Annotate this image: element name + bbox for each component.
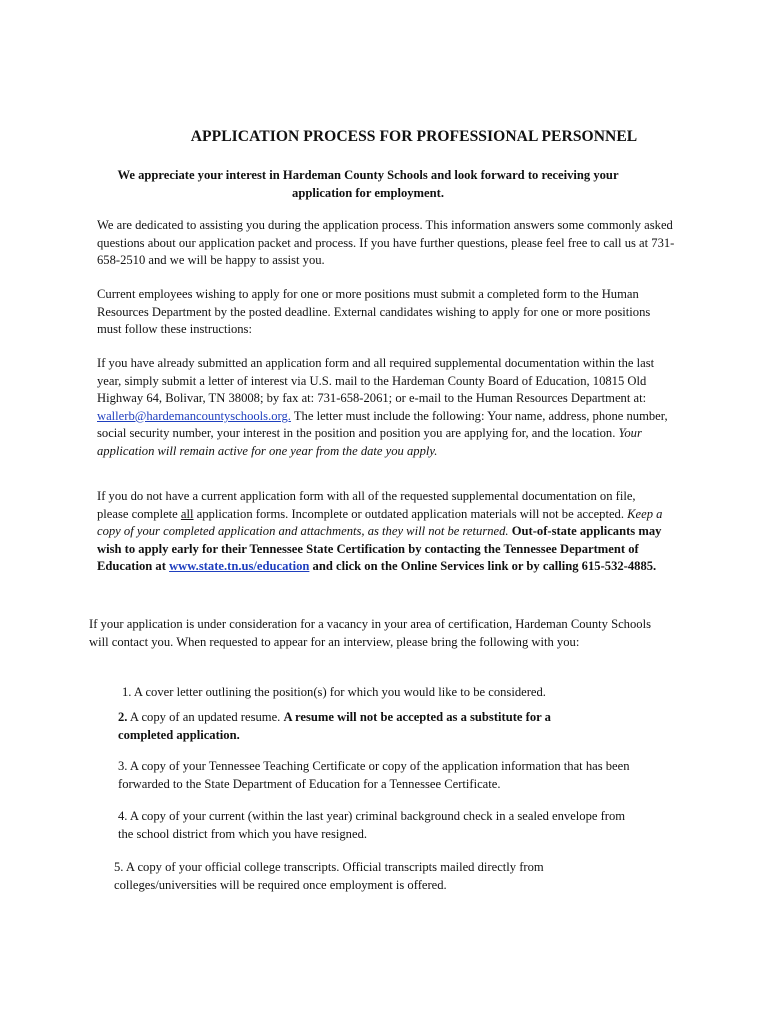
- paragraph-assistance: We are dedicated to assisting you during the application process. This information answers some commonly asked questions about our application packet and process. If you have further questions, please feel free to call us at 731-658-2510 and we will be happy to assist you.: [97, 218, 675, 268]
- all-underlined: all: [180, 506, 194, 521]
- list-item-number: 1.: [122, 685, 132, 699]
- list-item-number: 2.: [118, 710, 128, 724]
- hr-email-link[interactable]: wallerb@hardemancountyschools.org.: [97, 408, 291, 423]
- paragraph-current-employees: Current employees wishing to apply for one or more positions must submit a completed form to the Human Resources Department by the posted deadline. External candidates wishing to apply for one or more positions must follow these instructions:: [97, 287, 651, 337]
- new-applicants-text-a: If you do not have a current application form with all of the requested supplemental documentation on file, please complete: [97, 489, 636, 521]
- keep-copy-note: Keep a copy of your completed application and attachments, as they will not be returned.: [97, 506, 663, 539]
- list-item-text: A copy of your current (within the last year) criminal background check in a sealed envelope from the school district from which you have resigned.: [118, 809, 626, 841]
- list-item: [114, 859, 594, 894]
- list-item-text: A copy of your Tennessee Teaching Certificate or copy of the application information that has been forwarded to the State Department of Education for a Tennessee Certificate.: [118, 759, 630, 791]
- intro-statement: We appreciate your interest in Hardeman County Schools and look forward to receiving your application for employment.: [117, 168, 619, 200]
- list-item-number: 4.: [118, 809, 128, 823]
- page-title: APPLICATION PROCESS FOR PROFESSIONAL PERSONNEL: [190, 128, 638, 145]
- list-item-text: A cover letter outlining the position(s) for which you would like to be considered.: [133, 685, 546, 699]
- letter-text-b: The letter must include the following: Your name, address, phone number, social security number, your interest in the position and position you are applying for, and the location.: [97, 408, 668, 441]
- list-item-text: A copy of your official college transcripts. Official transcripts mailed directly from colleges/universities will be required once employment is offered.: [114, 860, 544, 892]
- list-item-number: 5.: [114, 860, 124, 874]
- list-item: [118, 758, 664, 793]
- out-of-state-note-a: Out-of-state applicants may wish to apply early for their Tennessee State Certification by contacting the Tennessee Department of Education at: [97, 524, 662, 574]
- list-item: [118, 808, 628, 843]
- paragraph-new-applicants: [97, 488, 663, 576]
- education-website-link[interactable]: www.state.tn.us/education: [169, 559, 310, 574]
- list-item-number: 3.: [118, 759, 128, 773]
- list-item: [122, 684, 662, 702]
- paragraph-letter-of-interest: [97, 355, 675, 461]
- new-applicants-text-b: application forms. Incomplete or outdated application materials will not be accepted.: [193, 506, 628, 521]
- paragraph-interview: If your application is under consideration for a vacancy in your area of certification, Hardeman County Schools will contact you. When requested to appear for an interview, please bring the following with you:: [89, 617, 651, 649]
- list-item-bold-note: A resume will not be accepted as a substitute for a completed application.: [118, 710, 551, 742]
- letter-text-a: If you have already submitted an application form and all required supplemental documentation within the last year, simply submit a letter of interest via U.S. mail to the Hardeman County Board of Education, 10815 Old Highway 64, Bolivar, TN 38008; by fax at: 731-658-2061; or e-mail to the Human Resources Department at:: [97, 356, 655, 406]
- list-item-text: A copy of an updated resume.: [129, 710, 284, 724]
- out-of-state-note-b: and click on the Online Services link or by calling 615-532-4885.: [309, 559, 657, 574]
- list-item: [118, 709, 598, 744]
- letter-active-note: Your application will remain active for one year from the date you apply.: [97, 426, 642, 458]
